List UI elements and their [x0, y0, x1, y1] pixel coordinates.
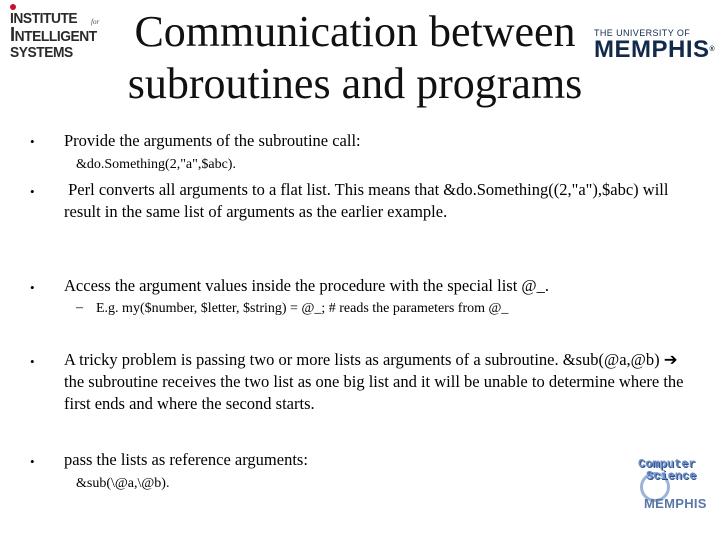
university-logo-memphis: MEMPHIS [594, 36, 710, 63]
university-logo-top: THE UNIVERSITY OF [594, 28, 691, 38]
badge-line-science: Science [646, 469, 697, 483]
badge-text [638, 458, 718, 482]
logo-line-intelligent-rest: NTELLIGENT [14, 28, 97, 45]
badge-memphis: MEMPHIS [644, 496, 707, 511]
bullet-5-sub: &sub(\@a,\@b). [76, 476, 170, 491]
badge-line-computer: Computer [638, 457, 696, 471]
bullet-4-text-c: the subroutine receives the two list as one big list and it will be unable to determine where the first ends and where the second starts. [64, 350, 688, 413]
logo-line-institute: INSTITUTE [10, 10, 78, 27]
arrow-right-icon: ➔ [663, 350, 678, 369]
bullet-2-icon: • [30, 184, 35, 199]
bullet-1-text: Provide the arguments of the subroutine call: [64, 131, 361, 150]
bullet-3-sub: E.g. my($number, $letter, $string) = @_; # reads the parameters from @_ [96, 301, 509, 316]
bullet-5-text: pass the lists as reference arguments: [64, 450, 308, 469]
logo-initial: I [10, 24, 15, 46]
bullet-4-text-a: A tricky problem is passing two or more lists as arguments of a subroutine. [64, 350, 559, 369]
logo-for: for [91, 18, 100, 26]
bullet-1-icon: • [30, 134, 35, 149]
computer-science-badge [638, 458, 718, 518]
bullet-2-text: Perl converts all arguments to a flat list. This means that &do.Something((2,"a"),$abc) will result in the same list of arguments as the earlier example. [64, 180, 673, 221]
logo-line-systems: SYSTEMS [10, 44, 73, 61]
bullet-4-code: &sub(@a,@b) [562, 350, 660, 369]
title-line-1: Communication between [134, 7, 576, 56]
bullet-1-sub: &do.Something(2,"a",$abc). [76, 157, 236, 172]
university-logo-name [594, 38, 718, 62]
bullet-5-icon: • [30, 454, 35, 469]
institute-logo [4, 4, 114, 62]
slide-title [110, 6, 600, 110]
registered-mark: ® [709, 46, 716, 53]
title-line-2: subroutines and programs [127, 59, 583, 108]
bullet-4-icon: • [30, 354, 35, 369]
bullet-3-dash: – [76, 300, 83, 315]
bullet-4-text [64, 349, 694, 415]
university-logo [594, 28, 718, 68]
logo-line-intelligent [10, 24, 97, 46]
bullet-3-icon: • [30, 280, 35, 295]
bullet-3-text: Access the argument values inside the procedure with the special list @_. [64, 276, 550, 295]
